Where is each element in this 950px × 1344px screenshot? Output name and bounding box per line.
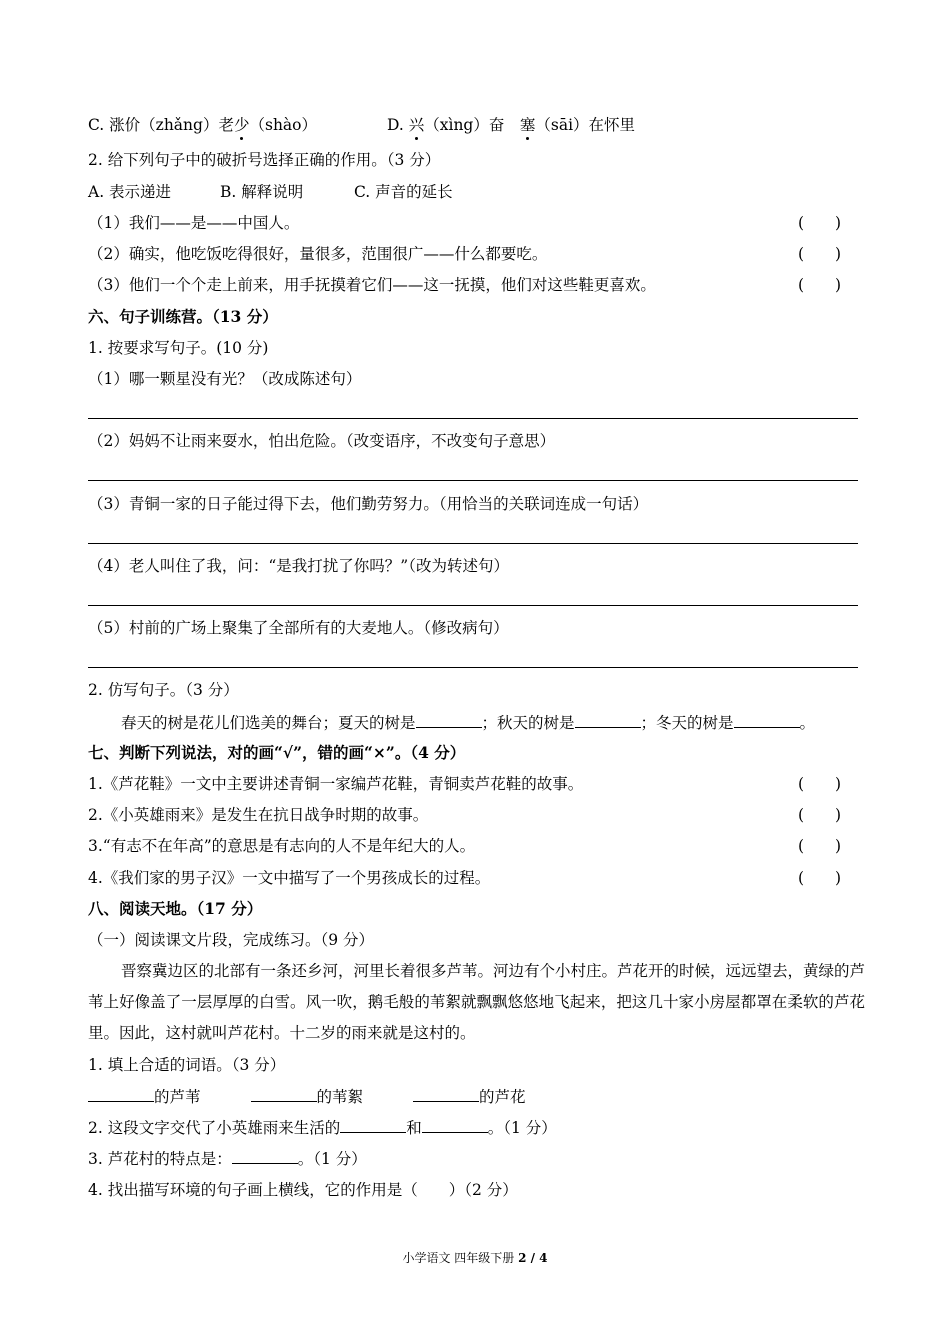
reading-question-4: 4. 找出描写环境的句子画上横线，它的作用是（ ）（2 分） — [88, 1181, 518, 1199]
option-c-prefix: C. 涨价（zhǎng）老 — [88, 116, 234, 134]
q2-and: 和 — [406, 1119, 422, 1137]
judge-item-1: 1.《芦花鞋》一文中主要讲述青铜一家编芦花鞋，青铜卖芦花鞋的故事。 — [88, 775, 584, 793]
rewrite-item-2: （2）妈妈不让雨来耍水，怕出危险。（改变语序，不改变句子意思） — [88, 432, 556, 450]
answer-line[interactable] — [88, 418, 858, 419]
rewrite-item-1: （1）哪一颗星没有光？（改成陈述句） — [88, 370, 362, 388]
q2-suffix: 。（1 分） — [487, 1119, 557, 1137]
answer-line[interactable] — [88, 667, 858, 668]
q3-suffix: 。（1 分） — [297, 1150, 367, 1168]
option-d-dotted-char-2: 塞 — [519, 116, 536, 134]
imitate-part-2: ；秋天的树是 — [481, 714, 575, 732]
word-fill-row — [88, 1086, 526, 1107]
footer-title: 小学语文 四年级下册 — [402, 1251, 519, 1265]
fill-blank[interactable] — [734, 712, 800, 728]
fill-blank[interactable] — [413, 1086, 479, 1102]
reading-part-1-title: （一）阅读课文片段，完成练习。（9 分） — [88, 931, 375, 949]
option-d-prefix: D. — [387, 116, 409, 134]
rewrite-item-3: （3）青铜一家的日子能过得下去，他们勤劳努力。（用恰当的关联词连成一句话） — [88, 495, 649, 513]
fill-blank[interactable] — [232, 1148, 298, 1164]
imitate-part-3: ；冬天的树是 — [640, 714, 734, 732]
reading-question-2 — [88, 1117, 557, 1138]
judge-item-2: 2.《小英雄雨来》是发生在抗日战争时期的故事。 — [88, 806, 429, 824]
option-c-pinyin: （shào） — [249, 116, 317, 134]
answer-paren[interactable]: ( ) — [798, 245, 842, 263]
reading-passage: 晋察冀边区的北部有一条还乡河，河里长着很多芦苇。河边有个小村庄。芦花开的时候，远远望去，黄绿的芦苇上好像盖了一层厚厚的白雪。风一吹，鹅毛般的苇絮就飘飘悠悠地飞起来，把这几十家小房屋都罩在柔软的芦花里。因此，这村就叫芦花村。十二岁的雨来就是这村的。 — [88, 962, 866, 1042]
word-fill-3: 的芦花 — [479, 1088, 526, 1106]
word-fill-1: 的芦苇 — [154, 1088, 201, 1106]
option-d-dotted-char-1: 兴 — [408, 116, 425, 134]
page-number: 2 / 4 — [518, 1251, 548, 1265]
q2-prefix: 2. 这段文字交代了小英雄雨来生活的 — [88, 1119, 341, 1137]
answer-paren[interactable]: ( ) — [798, 806, 842, 824]
imitate-question: 2. 仿写句子。（3 分） — [88, 681, 239, 699]
fill-blank[interactable] — [416, 712, 482, 728]
fill-blank[interactable] — [422, 1117, 488, 1133]
answer-paren[interactable]: ( ) — [798, 837, 842, 855]
dash-option-a: A. 表示递进 — [88, 183, 172, 201]
answer-paren[interactable]: ( ) — [798, 214, 842, 232]
dash-sentence-2: （2）确实，他吃饭吃得很好，量很多，范围很广——什么都要吃。 — [88, 245, 548, 263]
imitate-part-1: 春天的树是花儿们选美的舞台；夏天的树是 — [121, 714, 416, 732]
dash-sentence-1: （1）我们——是——中国人。 — [88, 214, 300, 232]
judge-item-4: 4.《我们家的男子汉》一文中描写了一个男孩成长的过程。 — [88, 869, 491, 887]
word-fill-2: 的苇絮 — [316, 1088, 364, 1106]
section-6-heading: 六、句子训练营。（13 分） — [88, 307, 278, 326]
answer-paren[interactable]: ( ) — [798, 869, 842, 887]
answer-line[interactable] — [88, 543, 858, 544]
fill-blank[interactable] — [251, 1086, 317, 1102]
fill-blank[interactable] — [88, 1086, 154, 1102]
rewrite-item-5: （5）村前的广场上聚集了全部所有的大麦地人。（修改病句） — [88, 619, 509, 637]
section-8-heading: 八、阅读天地。（17 分） — [88, 899, 263, 918]
option-d-middle: （xìng）奋 — [424, 116, 520, 134]
dash-option-c: C. 声音的延长 — [354, 183, 453, 201]
option-d-suffix: （sāi）在怀里 — [535, 116, 636, 134]
fill-blank[interactable] — [575, 712, 641, 728]
imitate-end: 。 — [799, 714, 816, 732]
section-7-heading: 七、判断下列说法，对的画“√”，错的画“×”。（4 分） — [88, 743, 466, 762]
fill-blank[interactable] — [340, 1117, 406, 1133]
rewrite-question: 1. 按要求写句子。(10 分) — [88, 339, 269, 357]
question-dash-usage: 2. 给下列句子中的破折号选择正确的作用。（3 分） — [88, 151, 441, 169]
answer-line[interactable] — [88, 605, 858, 606]
judge-item-3: 3.“有志不在年高”的意思是有志向的人不是年纪大的人。 — [88, 837, 476, 855]
page-footer — [0, 1250, 950, 1266]
dash-sentence-3: （3）他们一个个走上前来，用手抚摸着它们——这一抚摸，他们对这些鞋更喜欢。 — [88, 276, 656, 294]
rewrite-item-4: （4）老人叫住了我，问：“是我打扰了你吗？”（改为转述句） — [88, 557, 509, 575]
answer-paren[interactable]: ( ) — [798, 276, 842, 294]
option-c-line — [88, 115, 317, 135]
reading-question-1: 1. 填上合适的词语。（3 分） — [88, 1056, 286, 1074]
q3-prefix: 3. 芦花村的特点是： — [88, 1150, 232, 1168]
reading-question-3 — [88, 1148, 367, 1169]
option-c-dotted-char: 少 — [233, 116, 250, 134]
answer-paren[interactable]: ( ) — [798, 775, 842, 793]
option-d-line — [387, 115, 635, 135]
imitate-sentence — [121, 712, 815, 733]
answer-line[interactable] — [88, 480, 858, 481]
dash-option-b: B. 解释说明 — [220, 183, 304, 201]
